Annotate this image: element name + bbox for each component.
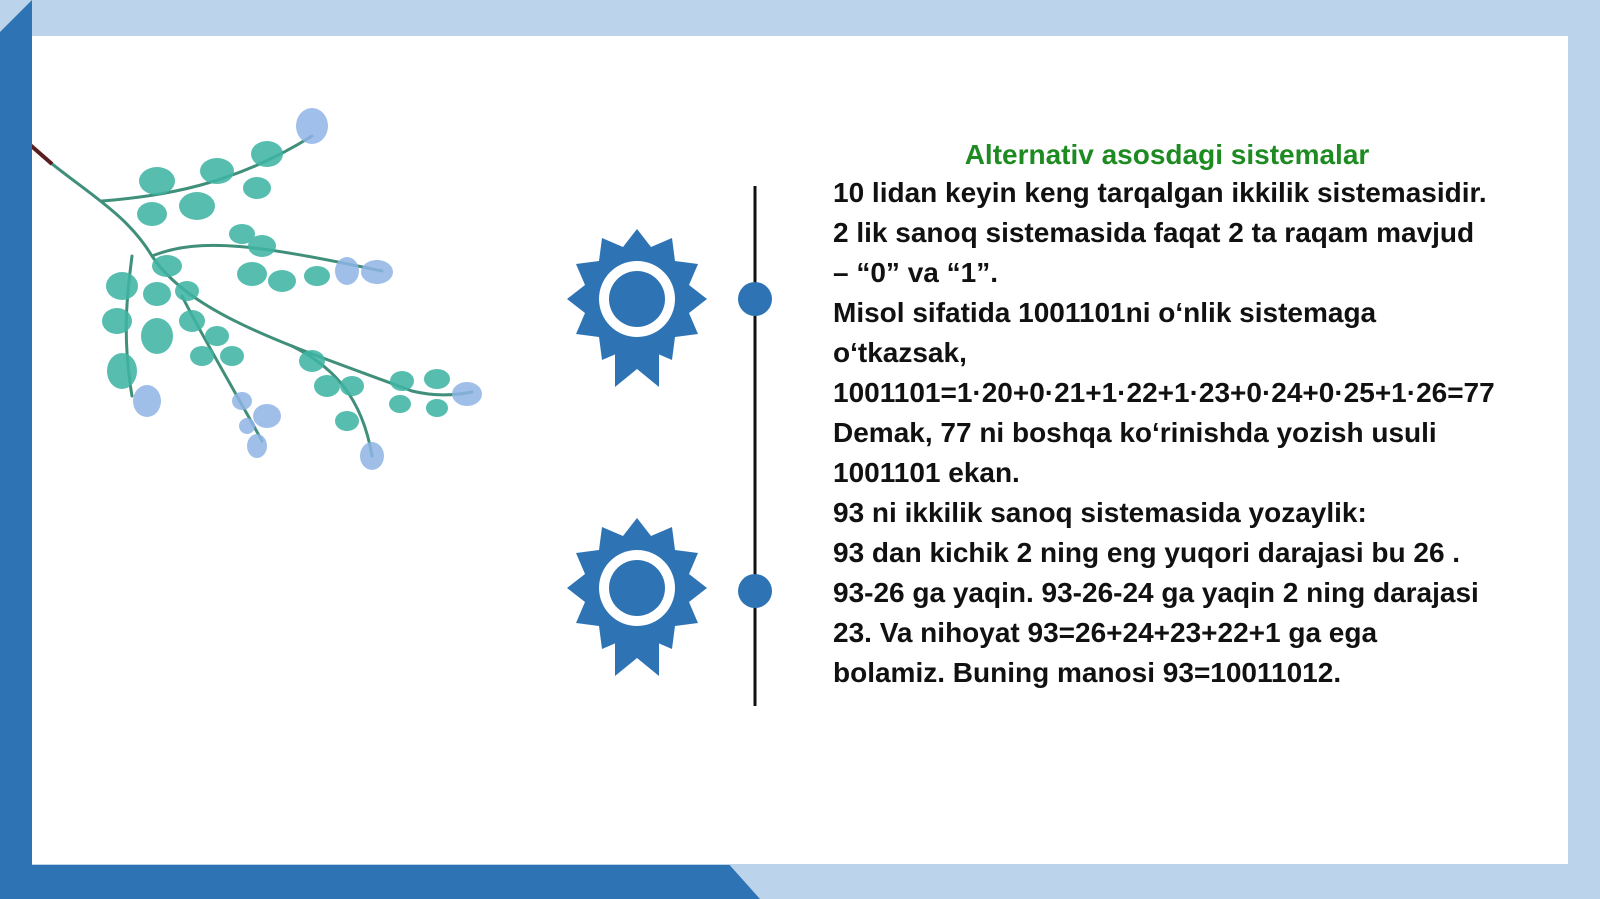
paragraph-solution: 93 dan kichik 2 ning eng yuqori darajasi bu 26 . 93-26 ga yaqin. 93-26-24 ga yaqin 2 ning darajasi 23. Va nihoyat 93=26+24+23+22+1 ga ega bolamiz. Buning manosi 93=10011012. [833,537,1479,688]
paragraph-task: 93 ni ikkilik sanoq sistemasida yozaylik: [833,497,1367,528]
timeline-node [738,574,772,608]
paragraph-formula: 1001101=1·20+0·21+1·22+1·23+0·24+0·25+1·26=77 [833,377,1495,408]
timeline-node [738,282,772,316]
frame-corner [0,0,32,32]
award-badge-icon [567,229,707,387]
frame-left-bar [0,0,32,899]
award-timeline [552,186,792,716]
content-textbox [833,137,1493,693]
paragraph-binary-intro: 10 lidan keyin keng tarqalgan ikkilik sistemasidir. 2 lik sanoq sistemasida faqat 2 ta raqam mavjud – “0” va “1”. [833,177,1487,288]
eucalyptus-branch-icon [32,96,502,476]
paragraph-conclusion: Demak, 77 ni boshqa ko‘rinishda yozish usuli 1001101 ekan. [833,417,1437,488]
slide-title: Alternativ asosdagi sistemalar [964,139,1370,170]
paragraph-example-intro: Misol sifatida 1001101ni o‘nlik sistemaga o‘tkazsak, [833,297,1377,368]
frame-bottom-bar [0,865,760,899]
award-badge-icon [567,518,707,676]
